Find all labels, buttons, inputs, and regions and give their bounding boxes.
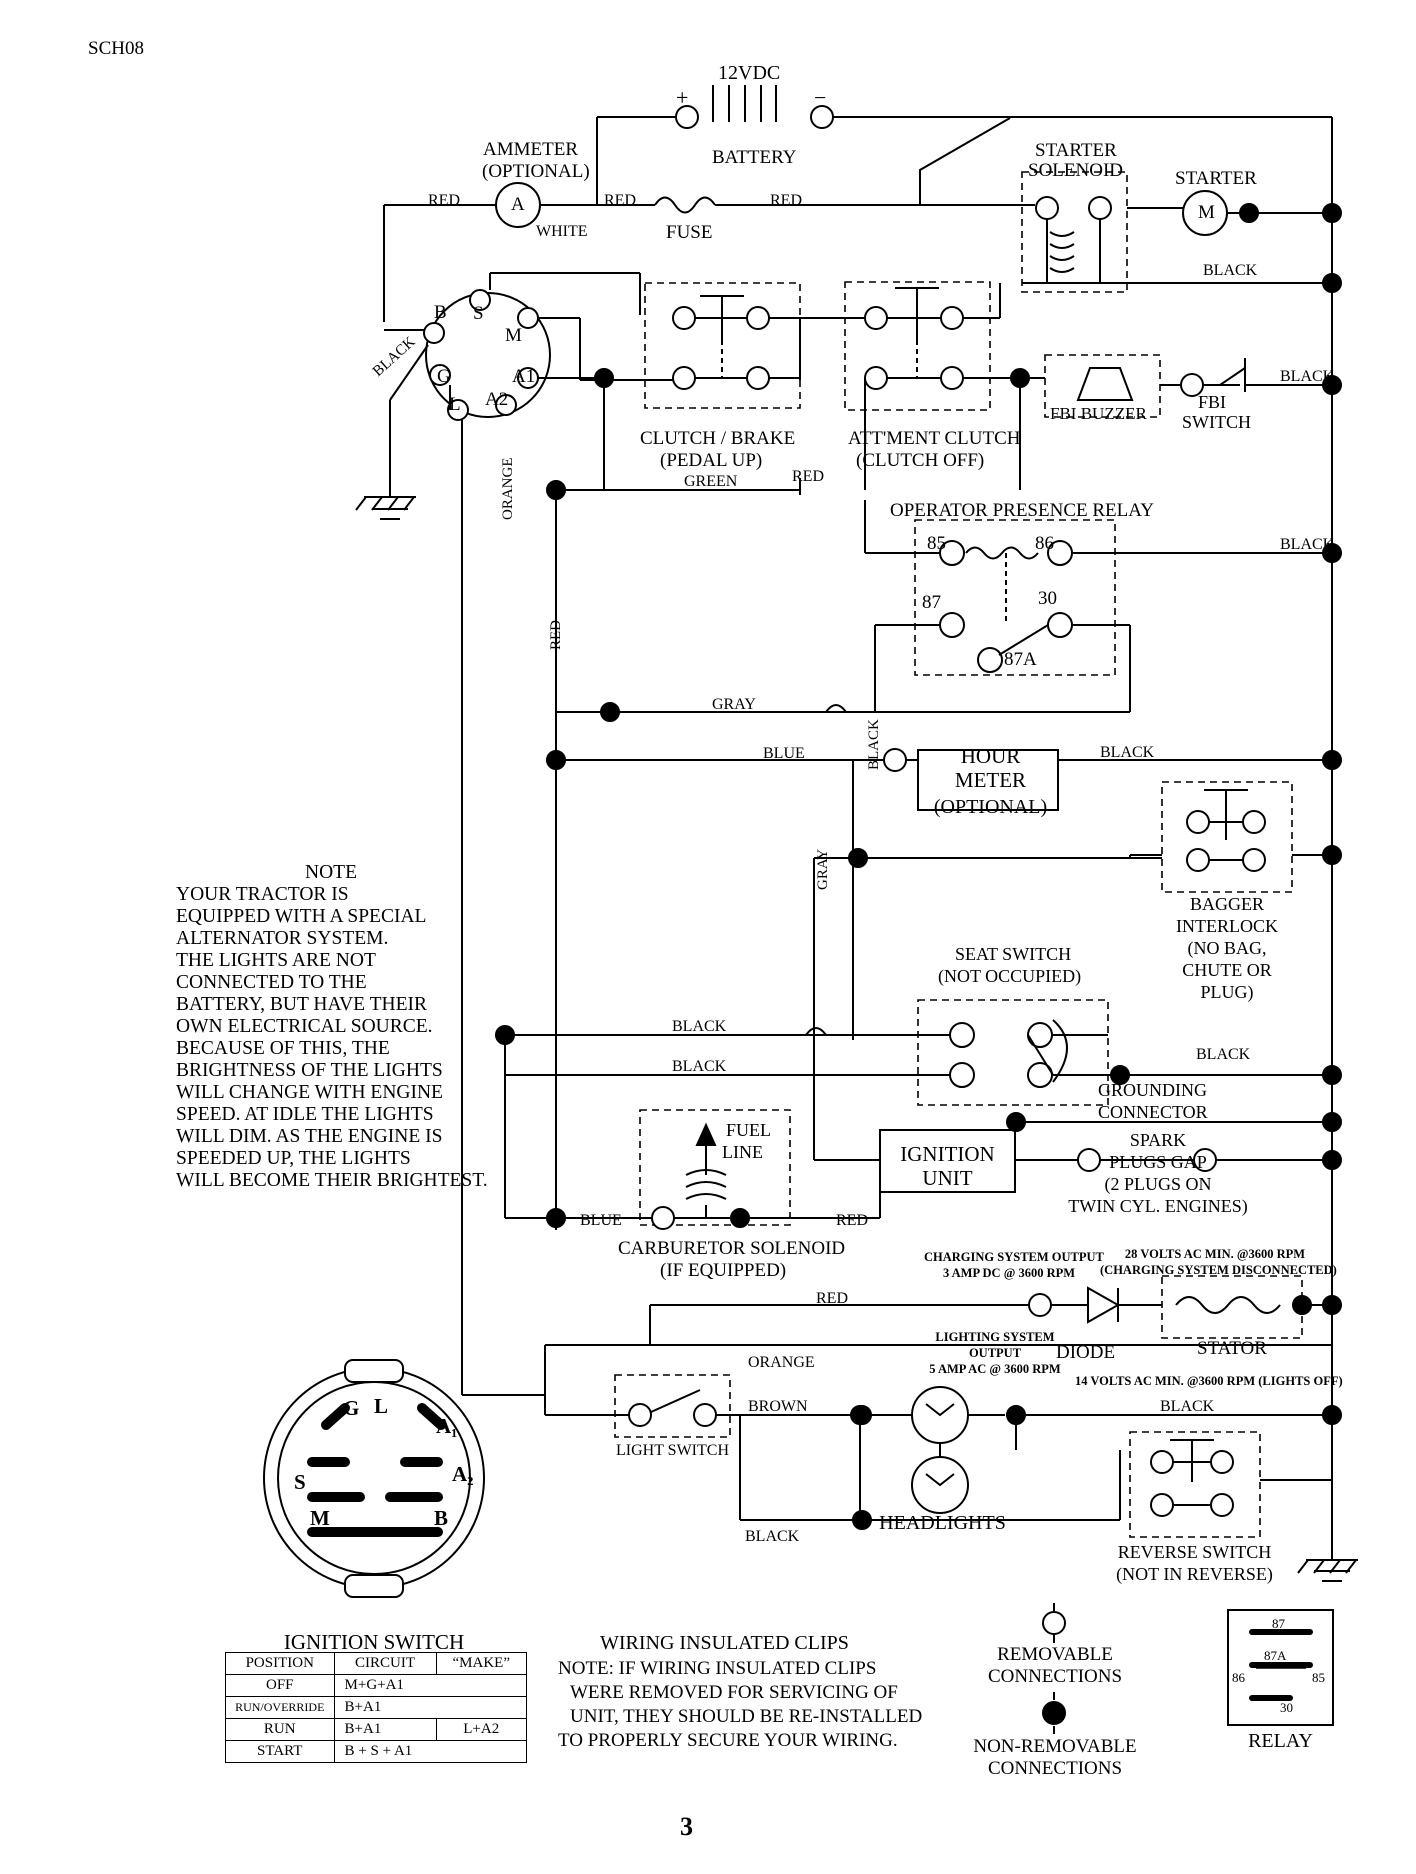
- note-line-10: SPEED. AT IDLE THE LIGHTS: [176, 1104, 434, 1125]
- light-switch-label: LIGHT SWITCH: [615, 1442, 730, 1459]
- bagger-interlock-1: BAGGER: [1189, 894, 1264, 914]
- grounding-connector-1: GROUNDING: [1098, 1080, 1207, 1100]
- battery-minus: −: [814, 85, 827, 110]
- lighting-note-3: 5 AMP AC @ 3600 RPM: [929, 1362, 1061, 1376]
- wire-red-diode: RED: [816, 1290, 848, 1307]
- carb-solenoid-label-1: CARBURETOR SOLENOID: [618, 1238, 846, 1259]
- non-removable-label-1: NON-REMOVABLE: [973, 1736, 1137, 1757]
- removable-label-1: REMOVABLE: [997, 1644, 1113, 1665]
- note-line-1: EQUIPPED WITH A SPECIAL: [176, 906, 427, 927]
- wire-red-vertical: RED: [548, 620, 564, 650]
- battery-label: BATTERY: [712, 147, 797, 168]
- wire-orange-vertical: ORANGE: [500, 457, 516, 520]
- removable-label-2: CONNECTIONS: [987, 1666, 1123, 1687]
- charging-note-left-2: 3 AMP DC @ 3600 RPM: [942, 1266, 1076, 1280]
- note-block: [176, 862, 488, 1192]
- relay-legend-pin-30: 30: [1280, 1700, 1293, 1715]
- relay-legend-pin-85: 85: [1312, 1670, 1325, 1685]
- clutch-brake-label-2: (PEDAL UP): [660, 450, 763, 471]
- cell-position-1: RUN/OVERRIDE: [226, 1697, 335, 1719]
- wire-red-1: RED: [428, 192, 460, 209]
- table-row: [226, 1741, 527, 1763]
- page-number: 3: [680, 1812, 693, 1841]
- table-header-row: [226, 1653, 527, 1675]
- reverse-switch-2: (NOT IN REVERSE): [1116, 1564, 1273, 1584]
- wire-white: WHITE: [536, 223, 588, 240]
- wire-black-seat-1: BLACK: [672, 1018, 727, 1035]
- big-ign-terminal-g: G: [343, 1396, 360, 1420]
- fuse-label: FUSE: [666, 222, 713, 243]
- note-line-12: SPEEDED UP, THE LIGHTS: [176, 1148, 411, 1169]
- cell-circuit-1: B+A1: [334, 1697, 526, 1719]
- note-line-3: THE LIGHTS ARE NOT: [176, 950, 376, 971]
- ammeter-label-1: AMMETER: [483, 139, 578, 160]
- wire-gray-1: GRAY: [712, 696, 756, 713]
- ign-sw-terminal-a1: A1: [512, 366, 536, 387]
- hour-meter-label-2: METER: [954, 768, 1027, 792]
- battery-plus: +: [676, 85, 689, 110]
- note-line-4: CONNECTED TO THE: [176, 972, 367, 993]
- wire-blue-1: BLUE: [763, 745, 805, 762]
- spark-plugs-1: SPARK: [1129, 1130, 1187, 1150]
- relay-legend-label: RELAY: [1248, 1730, 1313, 1752]
- wire-blue-2: BLUE: [580, 1212, 622, 1229]
- ign-sw-terminal-a2: A2: [485, 389, 509, 410]
- fuel-line-label-1: FUEL: [726, 1120, 771, 1140]
- battery-voltage: 12VDC: [718, 62, 781, 84]
- starter-solenoid-label-2: SOLENOID: [1028, 160, 1123, 181]
- carb-solenoid-label-2: (IF EQUIPPED): [660, 1260, 787, 1281]
- ignition-unit-label-1: IGNITION: [900, 1142, 995, 1166]
- cell-circuit-2: B+A1: [334, 1719, 436, 1741]
- attment-clutch-label-2: (CLUTCH OFF): [856, 450, 985, 471]
- relay-legend-pin-86: 86: [1232, 1670, 1245, 1685]
- table-row: [226, 1697, 527, 1719]
- th-circuit: CIRCUIT: [334, 1653, 436, 1675]
- wire-gray-vertical: GRAY: [815, 848, 831, 890]
- seat-switch-label-2: (NOT OCCUPIED): [938, 966, 1082, 986]
- charging-note-left-1: CHARGING SYSTEM OUTPUT: [924, 1250, 1104, 1264]
- hour-meter-label-3: (OPTIONAL): [933, 796, 1048, 818]
- stator-label: STATOR: [1197, 1338, 1267, 1359]
- opr-relay-pin-30: 30: [1038, 588, 1057, 609]
- charging-note-right-2: (CHARGING SYSTEM DISCONNECTED): [1100, 1263, 1337, 1277]
- cell-position-0: OFF: [226, 1675, 335, 1697]
- wire-black-ign-sw: BLACK: [370, 333, 419, 380]
- big-ign-terminal-b: B: [434, 1506, 449, 1530]
- note-line-8: BRIGHTNESS OF THE LIGHTS: [176, 1060, 443, 1081]
- cell-position-2: RUN: [226, 1719, 335, 1741]
- opr-relay-pin-87a: 87A: [1004, 649, 1037, 670]
- starter-label: STARTER: [1175, 168, 1257, 189]
- clips-title: WIRING INSULATED CLIPS: [600, 1632, 849, 1654]
- hour-meter-label-1: HOUR: [960, 744, 1021, 768]
- bagger-interlock-3: (NO BAG,: [1187, 938, 1267, 958]
- opr-relay-label: OPERATOR PRESENCE RELAY: [890, 500, 1154, 521]
- wire-black-fbi: BLACK: [1280, 368, 1335, 385]
- spark-plugs-4: TWIN CYL. ENGINES): [1068, 1196, 1248, 1216]
- bagger-interlock-5: PLUG): [1200, 982, 1254, 1002]
- note-line-2: ALTERNATOR SYSTEM.: [176, 928, 389, 949]
- big-ign-terminal-a1: A₁: [436, 1414, 458, 1438]
- clips-line-1: NOTE: IF WIRING INSULATED CLIPS: [558, 1658, 877, 1679]
- note-line-11: WILL DIM. AS THE ENGINE IS: [176, 1126, 443, 1147]
- table-row: [226, 1719, 527, 1741]
- note-line-9: WILL CHANGE WITH ENGINE: [176, 1082, 443, 1103]
- cell-circuit-3: B + S + A1: [334, 1741, 526, 1763]
- wire-red-2: RED: [604, 192, 636, 209]
- cell-circuit-0: M+G+A1: [334, 1675, 526, 1697]
- wire-brown: BROWN: [748, 1398, 808, 1415]
- clutch-brake-label-1: CLUTCH / BRAKE: [640, 428, 796, 449]
- ign-sw-terminal-m: M: [505, 325, 522, 346]
- ammeter-label-2: (OPTIONAL): [482, 161, 590, 182]
- lighting-note-2: OUTPUT: [968, 1346, 1022, 1360]
- relay-legend-pin-87: 87: [1272, 1616, 1285, 1631]
- big-ign-terminal-s: S: [294, 1470, 306, 1494]
- wire-black-gray-vert: BLACK: [866, 719, 882, 770]
- fbi-buzzer-label: FBI BUZZER: [1050, 404, 1147, 423]
- relay-legend-pin-87a: 87A: [1264, 1648, 1287, 1663]
- clips-line-4: TO PROPERLY SECURE YOUR WIRING.: [558, 1730, 898, 1751]
- note-line-6: OWN ELECTRICAL SOURCE.: [176, 1016, 433, 1037]
- starter-symbol: M: [1198, 202, 1215, 223]
- clips-line-2: WERE REMOVED FOR SERVICING OF: [570, 1682, 898, 1703]
- bagger-interlock-2: INTERLOCK: [1176, 916, 1278, 936]
- ignition-switch-caption: IGNITION SWITCH: [283, 1630, 465, 1654]
- headlights-label: HEADLIGHTS: [879, 1512, 1006, 1534]
- bagger-interlock-4: CHUTE OR: [1182, 960, 1272, 980]
- reverse-switch-1: REVERSE SWITCH: [1117, 1542, 1272, 1562]
- ignition-unit-label-2: UNIT: [922, 1166, 973, 1190]
- fbi-switch-label-1: FBI: [1198, 392, 1227, 412]
- lighting-note-1: LIGHTING SYSTEM: [935, 1330, 1055, 1344]
- wire-black-bottom: BLACK: [745, 1528, 800, 1545]
- note-title: NOTE: [305, 862, 357, 883]
- big-ign-terminal-l: L: [374, 1394, 389, 1418]
- diode-label: DIODE: [1056, 1342, 1116, 1363]
- wire-black-starter: BLACK: [1203, 262, 1258, 279]
- wire-green: GREEN: [684, 473, 738, 490]
- note-line-7: BECAUSE OF THIS, THE: [176, 1038, 390, 1059]
- opr-relay-pin-85: 85: [927, 533, 946, 554]
- spark-plugs-2: PLUGS GAP: [1109, 1152, 1207, 1172]
- wire-black-headlights: BLACK: [1160, 1398, 1215, 1415]
- wire-black-ground: BLACK: [1196, 1046, 1251, 1063]
- wire-black-relay: BLACK: [1280, 536, 1335, 553]
- th-make: “MAKE”: [436, 1653, 527, 1675]
- fbi-switch-label-2: SWITCH: [1182, 412, 1251, 432]
- clips-line-3: UNIT, THEY SHOULD BE RE-INSTALLED: [570, 1706, 923, 1727]
- table-row: [226, 1675, 527, 1697]
- ign-sw-terminal-g: G: [437, 366, 451, 387]
- sheet-code: SCH08: [88, 38, 144, 59]
- ign-sw-terminal-s: S: [473, 303, 484, 324]
- seat-switch-label-1: SEAT SWITCH: [955, 944, 1072, 964]
- grounding-connector-2: CONNECTOR: [1098, 1102, 1208, 1122]
- note-line-5: BATTERY, BUT HAVE THEIR: [176, 994, 428, 1015]
- spark-plugs-3: (2 PLUGS ON: [1104, 1174, 1212, 1194]
- wire-orange-bottom: ORANGE: [748, 1354, 815, 1371]
- position-table: [225, 1652, 527, 1763]
- non-removable-label-2: CONNECTIONS: [987, 1758, 1123, 1779]
- starter-solenoid-label-1: STARTER: [1035, 140, 1117, 161]
- wire-red-carb: RED: [836, 1212, 868, 1229]
- ign-sw-terminal-l: L: [449, 394, 461, 415]
- wire-red-3: RED: [770, 192, 802, 209]
- note-line-0: YOUR TRACTOR IS: [176, 884, 349, 905]
- wire-black-seat-2: BLACK: [672, 1058, 727, 1075]
- charging-note-right-1: 28 VOLTS AC MIN. @3600 RPM: [1124, 1247, 1306, 1261]
- big-ign-terminal-a2: A₂: [452, 1462, 474, 1486]
- fuel-line-label-2: LINE: [722, 1142, 763, 1162]
- cell-make-2: L+A2: [436, 1719, 527, 1741]
- ammeter-symbol: A: [511, 194, 525, 215]
- th-position: POSITION: [226, 1653, 335, 1675]
- ign-sw-terminal-b: B: [434, 302, 447, 323]
- lighting-note-right: 14 VOLTS AC MIN. @3600 RPM (LIGHTS OFF): [1075, 1374, 1343, 1388]
- wire-red-clutch: RED: [792, 468, 824, 485]
- cell-position-3: START: [226, 1741, 335, 1763]
- attment-clutch-label-1: ATT'MENT CLUTCH: [848, 428, 1021, 449]
- note-line-13: WILL BECOME THEIR BRIGHTEST.: [176, 1170, 488, 1191]
- big-ign-terminal-m: M: [310, 1506, 330, 1530]
- opr-relay-pin-86: 86: [1035, 533, 1054, 554]
- wire-black-hour: BLACK: [1100, 744, 1155, 761]
- opr-relay-pin-87: 87: [922, 592, 941, 613]
